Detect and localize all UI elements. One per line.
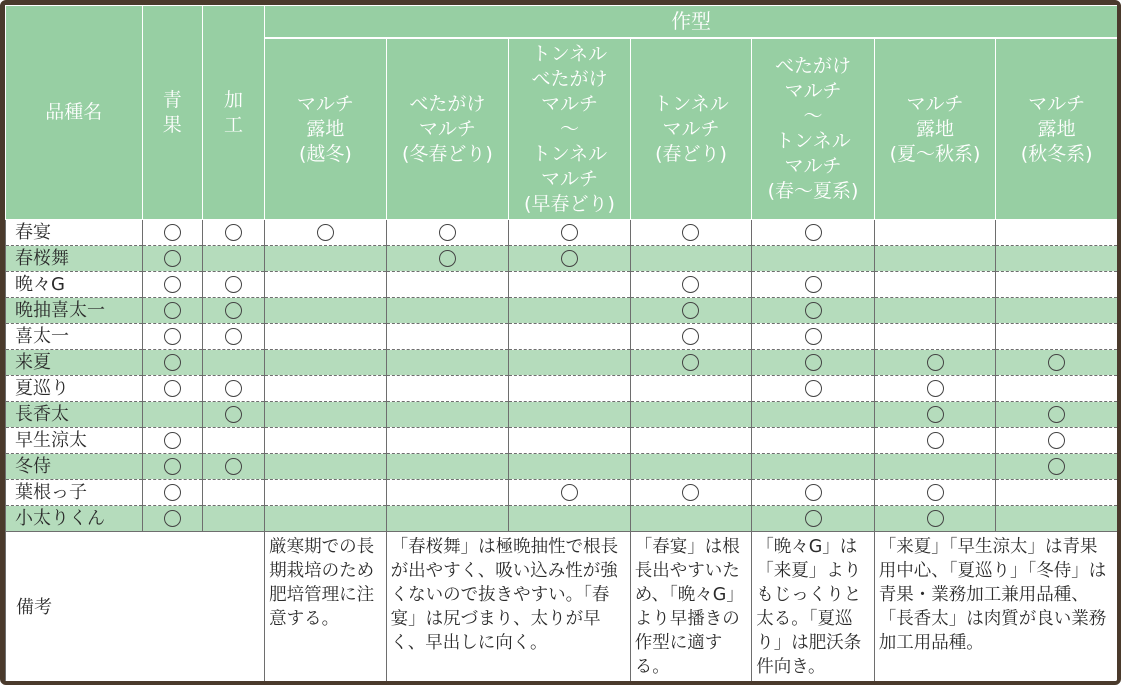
circle-mark-icon xyxy=(225,276,242,293)
mark-cell xyxy=(996,246,1118,272)
mark-cell xyxy=(265,402,387,428)
header-sub-2 xyxy=(509,38,631,220)
circle-mark-icon xyxy=(927,354,944,371)
mark-cell xyxy=(752,428,875,454)
header-sakugata: 作型 xyxy=(265,6,1118,39)
mark-cell xyxy=(202,454,264,480)
mark-cell xyxy=(386,428,509,454)
table-row xyxy=(6,220,1118,246)
circle-mark-icon xyxy=(164,250,181,267)
header-sub-5 xyxy=(874,38,996,220)
mark-cell xyxy=(142,428,202,454)
mark-cell xyxy=(202,506,264,532)
mark-cell xyxy=(202,428,264,454)
mark-cell xyxy=(874,402,996,428)
circle-mark-icon xyxy=(682,302,699,319)
header-sub-4 xyxy=(752,38,875,220)
mark-cell xyxy=(874,428,996,454)
variety-name: 小太りくん xyxy=(6,506,143,532)
mark-cell xyxy=(874,298,996,324)
header-variety: 品種名 xyxy=(6,6,143,220)
mark-cell xyxy=(265,272,387,298)
table-row xyxy=(6,428,1118,454)
circle-mark-icon xyxy=(439,224,456,241)
circle-mark-icon xyxy=(927,432,944,449)
mark-cell xyxy=(752,246,875,272)
header-green-label: 青 果 xyxy=(162,88,182,136)
mark-cell xyxy=(509,220,631,246)
variety-name: 晩々G xyxy=(6,272,143,298)
mark-cell xyxy=(142,480,202,506)
header-sub-label: マルチ 露地 (秋冬系) xyxy=(1020,92,1093,165)
mark-cell xyxy=(752,350,875,376)
remarks-col4: 「晩々G」は「来夏」よりもじっくりと太る。「夏巡り」は肥沃条件向き。 xyxy=(752,532,875,682)
variety-name: 早生涼太 xyxy=(6,428,143,454)
mark-cell xyxy=(265,428,387,454)
mark-cell xyxy=(874,506,996,532)
variety-name: 夏巡り xyxy=(6,376,143,402)
circle-mark-icon xyxy=(164,484,181,501)
circle-mark-icon xyxy=(561,224,578,241)
mark-cell xyxy=(202,324,264,350)
remarks-label: 備考 xyxy=(6,532,265,682)
mark-cell xyxy=(265,454,387,480)
circle-mark-icon xyxy=(164,354,181,371)
mark-cell xyxy=(630,324,752,350)
circle-mark-icon xyxy=(1048,458,1065,475)
circle-mark-icon xyxy=(439,250,456,267)
mark-cell xyxy=(630,428,752,454)
variety-name: 冬侍 xyxy=(6,454,143,480)
header-process-label: 加 工 xyxy=(223,88,243,136)
mark-cell xyxy=(874,454,996,480)
table-row xyxy=(6,454,1118,480)
circle-mark-icon xyxy=(164,380,181,397)
circle-mark-icon xyxy=(927,484,944,501)
mark-cell xyxy=(630,246,752,272)
circle-mark-icon xyxy=(682,328,699,345)
circle-mark-icon xyxy=(682,484,699,501)
variety-name: 来夏 xyxy=(6,350,143,376)
mark-cell xyxy=(386,272,509,298)
mark-cell xyxy=(142,376,202,402)
mark-cell xyxy=(752,480,875,506)
mark-cell xyxy=(509,324,631,350)
variety-name: 葉根っ子 xyxy=(6,480,143,506)
circle-mark-icon xyxy=(805,224,822,241)
table-row xyxy=(6,298,1118,324)
circle-mark-icon xyxy=(1048,354,1065,371)
mark-cell xyxy=(996,506,1118,532)
mark-cell xyxy=(630,402,752,428)
mark-cell xyxy=(386,350,509,376)
circle-mark-icon xyxy=(225,302,242,319)
circle-mark-icon xyxy=(805,484,822,501)
remarks-col1: 厳寒期での長期栽培のため肥培管理に注意する。 xyxy=(265,532,387,682)
mark-cell xyxy=(752,454,875,480)
variety-name: 春宴 xyxy=(6,220,143,246)
mark-cell xyxy=(265,298,387,324)
variety-name: 長香太 xyxy=(6,402,143,428)
header-green xyxy=(142,6,202,220)
circle-mark-icon xyxy=(317,224,334,241)
mark-cell xyxy=(874,324,996,350)
table-row xyxy=(6,246,1118,272)
header-sub-1 xyxy=(386,38,509,220)
mark-cell xyxy=(630,480,752,506)
mark-cell xyxy=(874,272,996,298)
mark-cell xyxy=(509,298,631,324)
mark-cell xyxy=(996,402,1118,428)
circle-mark-icon xyxy=(561,250,578,267)
mark-cell xyxy=(386,454,509,480)
circle-mark-icon xyxy=(805,510,822,527)
mark-cell xyxy=(265,220,387,246)
variety-name: 春桜舞 xyxy=(6,246,143,272)
circle-mark-icon xyxy=(164,224,181,241)
mark-cell xyxy=(630,220,752,246)
circle-mark-icon xyxy=(164,458,181,475)
table-row xyxy=(6,350,1118,376)
mark-cell xyxy=(630,298,752,324)
mark-cell xyxy=(509,246,631,272)
mark-cell xyxy=(142,272,202,298)
circle-mark-icon xyxy=(225,406,242,423)
circle-mark-icon xyxy=(1048,432,1065,449)
mark-cell xyxy=(509,376,631,402)
table-row xyxy=(6,506,1118,532)
mark-cell xyxy=(874,220,996,246)
variety-name: 晩抽喜太一 xyxy=(6,298,143,324)
mark-cell xyxy=(386,220,509,246)
table-row xyxy=(6,402,1118,428)
mark-cell xyxy=(386,402,509,428)
mark-cell xyxy=(265,324,387,350)
mark-cell xyxy=(996,324,1118,350)
header-sub-3 xyxy=(630,38,752,220)
table-row xyxy=(6,480,1118,506)
mark-cell xyxy=(509,402,631,428)
header-sub-label: トンネル マルチ (春どり) xyxy=(653,92,729,165)
mark-cell xyxy=(752,324,875,350)
mark-cell xyxy=(874,246,996,272)
header-sub-label: マルチ 露地 (夏〜秋系) xyxy=(889,92,981,165)
remarks-col2: 「春桜舞」は極晩抽性で根長が出やすく、吸い込み性が強くないので抜きやすい。「春宴」は尻づまり、太りが早く、早出しに向く。 xyxy=(386,532,630,682)
mark-cell xyxy=(996,480,1118,506)
mark-cell xyxy=(996,350,1118,376)
circle-mark-icon xyxy=(682,224,699,241)
mark-cell xyxy=(142,298,202,324)
circle-mark-icon xyxy=(927,406,944,423)
mark-cell xyxy=(752,376,875,402)
mark-cell xyxy=(142,454,202,480)
mark-cell xyxy=(509,506,631,532)
header-sub-0 xyxy=(265,38,387,220)
circle-mark-icon xyxy=(927,510,944,527)
variety-table xyxy=(5,5,1118,682)
mark-cell xyxy=(202,272,264,298)
mark-cell xyxy=(386,298,509,324)
table-row xyxy=(6,272,1118,298)
mark-cell xyxy=(630,376,752,402)
circle-mark-icon xyxy=(164,328,181,345)
mark-cell xyxy=(202,350,264,376)
mark-cell xyxy=(752,506,875,532)
mark-cell xyxy=(752,272,875,298)
mark-cell xyxy=(509,350,631,376)
mark-cell xyxy=(630,506,752,532)
circle-mark-icon xyxy=(225,224,242,241)
mark-cell xyxy=(752,298,875,324)
mark-cell xyxy=(509,454,631,480)
mark-cell xyxy=(509,428,631,454)
mark-cell xyxy=(265,350,387,376)
variety-name: 喜太一 xyxy=(6,324,143,350)
mark-cell xyxy=(142,402,202,428)
circle-mark-icon xyxy=(805,354,822,371)
mark-cell xyxy=(202,480,264,506)
circle-mark-icon xyxy=(164,302,181,319)
mark-cell xyxy=(202,298,264,324)
mark-cell xyxy=(265,480,387,506)
mark-cell xyxy=(202,220,264,246)
mark-cell xyxy=(142,506,202,532)
mark-cell xyxy=(265,506,387,532)
circle-mark-icon xyxy=(805,302,822,319)
mark-cell xyxy=(996,298,1118,324)
mark-cell xyxy=(630,350,752,376)
circle-mark-icon xyxy=(225,458,242,475)
remarks-col3: 「春宴」は根長出やすいため、「晩々G」より早播きの作型に適する。 xyxy=(630,532,752,682)
circle-mark-icon xyxy=(682,354,699,371)
mark-cell xyxy=(142,350,202,376)
mark-cell xyxy=(386,246,509,272)
mark-cell xyxy=(386,324,509,350)
mark-cell xyxy=(752,402,875,428)
mark-cell xyxy=(874,480,996,506)
table-row xyxy=(6,376,1118,402)
header-sub-label: マルチ 露地 (越冬) xyxy=(296,92,354,165)
circle-mark-icon xyxy=(225,380,242,397)
table-row xyxy=(6,324,1118,350)
mark-cell xyxy=(752,220,875,246)
mark-cell xyxy=(142,324,202,350)
header-sub-label: べたがけ マルチ (冬春どり) xyxy=(402,92,493,165)
circle-mark-icon xyxy=(805,380,822,397)
mark-cell xyxy=(265,376,387,402)
mark-cell xyxy=(265,246,387,272)
mark-cell xyxy=(202,376,264,402)
mark-cell xyxy=(874,350,996,376)
remarks-col5: 「来夏」「早生涼太」は青果用中心、「夏巡り」「冬侍」は青果・業務加工兼用品種、「長香太」は肉質が良い業務加工用品種。 xyxy=(874,532,1117,682)
mark-cell xyxy=(509,272,631,298)
circle-mark-icon xyxy=(805,328,822,345)
header-sub-label: べたがけ マルチ 〜 トンネル マルチ (春〜夏系) xyxy=(767,55,859,202)
mark-cell xyxy=(630,272,752,298)
mark-cell xyxy=(386,506,509,532)
header-process xyxy=(202,6,264,220)
mark-cell xyxy=(996,376,1118,402)
mark-cell xyxy=(202,246,264,272)
circle-mark-icon xyxy=(682,276,699,293)
circle-mark-icon xyxy=(561,484,578,501)
mark-cell xyxy=(202,402,264,428)
mark-cell xyxy=(509,480,631,506)
mark-cell xyxy=(874,376,996,402)
circle-mark-icon xyxy=(927,380,944,397)
mark-cell xyxy=(142,220,202,246)
mark-cell xyxy=(142,246,202,272)
remarks-row xyxy=(6,532,1118,682)
mark-cell xyxy=(630,454,752,480)
circle-mark-icon xyxy=(805,276,822,293)
mark-cell xyxy=(996,272,1118,298)
circle-mark-icon xyxy=(1048,406,1065,423)
mark-cell xyxy=(996,220,1118,246)
mark-cell xyxy=(386,480,509,506)
circle-mark-icon xyxy=(164,510,181,527)
mark-cell xyxy=(996,454,1118,480)
circle-mark-icon xyxy=(225,328,242,345)
circle-mark-icon xyxy=(164,432,181,449)
header-sub-6 xyxy=(996,38,1118,220)
circle-mark-icon xyxy=(164,276,181,293)
mark-cell xyxy=(386,376,509,402)
mark-cell xyxy=(996,428,1118,454)
header-sub-label: トンネル べたがけ マルチ 〜 トンネル マルチ (早春どり) xyxy=(524,42,615,215)
